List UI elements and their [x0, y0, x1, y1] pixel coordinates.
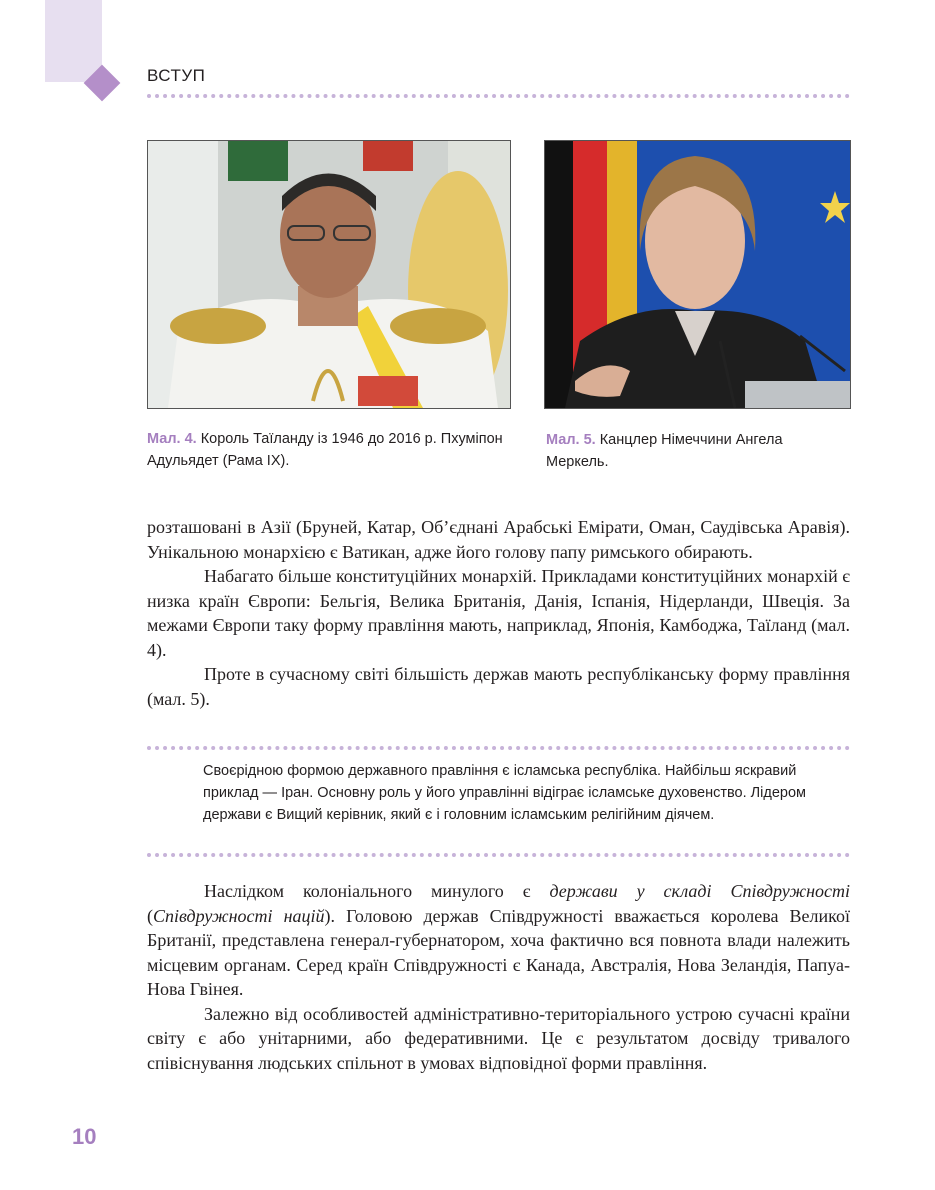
- commonwealth-of-nations-term: Співдружності націй: [153, 905, 325, 926]
- note-divider-bottom: [147, 853, 850, 857]
- page-number: 10: [72, 1124, 97, 1149]
- header-divider: [147, 94, 850, 98]
- merkel-photo: [544, 140, 851, 409]
- islamic-republic-note: Своєрідною формою державного правління є ісламська республіка. Найбільш яскравий приклад — Іран. Основну роль у його управлінні відіграє ісламське духовенство. Лідером держави є Вищий керівник, який є і головним ісламським релігійним діячем.: [203, 763, 806, 823]
- commonwealth-text-e: ). Головою держав Співдружності вважається королева Великої Британії, представлена генерал-губернатором, хоча фактично вся повнота влади належить місцевим органам. Серед країн Співдружності є Канада, Австралія, Нова Зеландія, Папуа-Нова Гвінея.: [147, 905, 850, 999]
- paragraph-state-structure: Залежно від особливостей адміністративно-територіального устрою сучасні країни світу є або унітарними, або федеративними. Це є результатом досвіду тривалого співіснування людських спільнот в умовах відповідної форми правління.: [147, 1003, 850, 1073]
- corner-tab: [45, 0, 102, 82]
- figure-4-caption: [147, 428, 507, 472]
- paragraph-monarchies-asia: розташовані в Азії (Бруней, Катар, Об’єднані Арабські Емірати, Оман, Саудівська Аравія). Унікальною монархією є Ватикан, адже його голову папу римського обирають.: [147, 517, 850, 562]
- commonwealth-text-c: (: [147, 905, 153, 926]
- figure-5-caption: [546, 429, 846, 473]
- paragraph-constitutional-monarchies: Набагато більше конституційних монархій. Прикладами конституційних монархій є низка країн Європи: Бельгія, Велика Британія, Данія, Іспанія, Нідерланди, Швеція. За межами Європи таку форму правління мають, наприклад, Японія, Камбоджа, Таїланд (мал. 4).: [147, 566, 850, 660]
- body-text-bottom: [147, 879, 850, 1075]
- body-text-top: [147, 515, 850, 711]
- figure-4-number: Мал. 4.: [147, 431, 197, 447]
- note-divider-top: [147, 746, 850, 750]
- figure-5-text: Канцлер Німеччини Ангела Меркель.: [546, 432, 783, 470]
- paragraph-commonwealth: [147, 879, 850, 1002]
- commonwealth-text-a: Наслідком колоніального минулого є: [204, 881, 550, 901]
- king-photo: [147, 140, 511, 409]
- section-title: ВСТУП: [147, 66, 206, 85]
- figure-5-number: Мал. 5.: [546, 432, 596, 448]
- paragraph-republics: Проте в сучасному світі більшість держав мають республіканську форму правління (мал. 5).: [147, 664, 850, 709]
- commonwealth-term: держави у складі Співдружності: [549, 881, 850, 901]
- figure-4-text: Король Таїланду із 1946 до 2016 р. Пхуміпон Адульядет (Рама IX).: [147, 431, 503, 469]
